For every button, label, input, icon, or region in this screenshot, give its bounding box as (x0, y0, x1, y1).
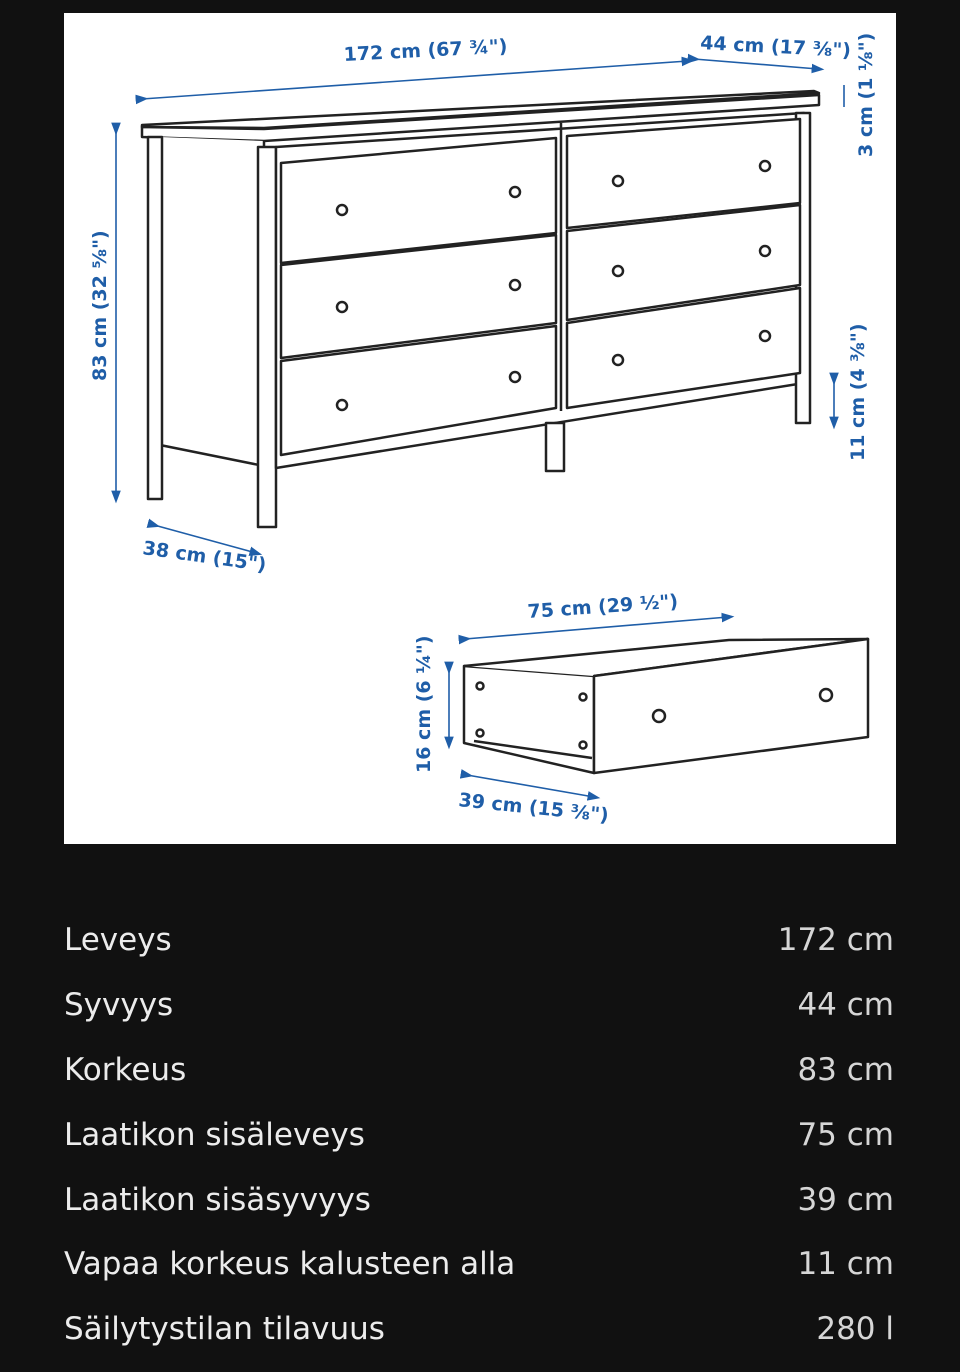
spec-value: 280 l (816, 1311, 894, 1348)
spec-value: 83 cm (797, 1051, 894, 1088)
spec-value: 75 cm (797, 1116, 894, 1153)
spec-value: 172 cm (777, 922, 894, 959)
spec-row-height (64, 1038, 894, 1103)
spec-label: Syvyys (64, 987, 174, 1024)
spec-row-depth (64, 973, 894, 1038)
dimension-top-thickness-label: 3 cm (1 ⅛") (855, 32, 877, 157)
dimension-depth-label: 44 cm (17 ⅜") (699, 32, 852, 62)
spec-row-drawer-inner-width (64, 1102, 894, 1167)
spec-label: Laatikon sisäleveys (64, 1116, 365, 1153)
spec-value: 11 cm (797, 1246, 894, 1283)
spec-label: Laatikon sisäsyvyys (64, 1181, 371, 1218)
dresser-illustration (142, 91, 819, 527)
spec-value: 44 cm (797, 987, 894, 1024)
spec-row-width (64, 908, 894, 973)
dimension-side-depth-label: 38 cm (15") (141, 537, 268, 577)
spec-label: Säilytystilan tilavuus (64, 1311, 385, 1348)
spec-row-storage-volume (64, 1297, 894, 1362)
dimension-drawer-depth-label: 39 cm (15 ⅜") (457, 789, 610, 827)
drawer-illustration (464, 639, 868, 773)
product-dimension-diagram (64, 13, 896, 844)
spec-label: Korkeus (64, 1051, 187, 1088)
dimension-width-label: 172 cm (67 ¾") (343, 35, 508, 66)
spec-row-free-height-under (64, 1232, 894, 1297)
dimension-leg-clearance-label: 11 cm (4 ⅜") (847, 323, 869, 461)
dresser-drawing (64, 13, 896, 844)
spec-label: Vapaa korkeus kalusteen alla (64, 1246, 516, 1283)
spec-row-drawer-inner-depth (64, 1167, 894, 1232)
spec-value: 39 cm (797, 1181, 894, 1218)
dimension-drawer-width-label: 75 cm (29 ½") (526, 590, 679, 623)
spec-label: Leveys (64, 922, 172, 959)
dimension-height-label: 83 cm (32 ⅝") (89, 230, 111, 381)
product-specifications-list (64, 908, 894, 1362)
dimension-drawer-height-label: 16 cm (6 ¼") (413, 635, 435, 773)
